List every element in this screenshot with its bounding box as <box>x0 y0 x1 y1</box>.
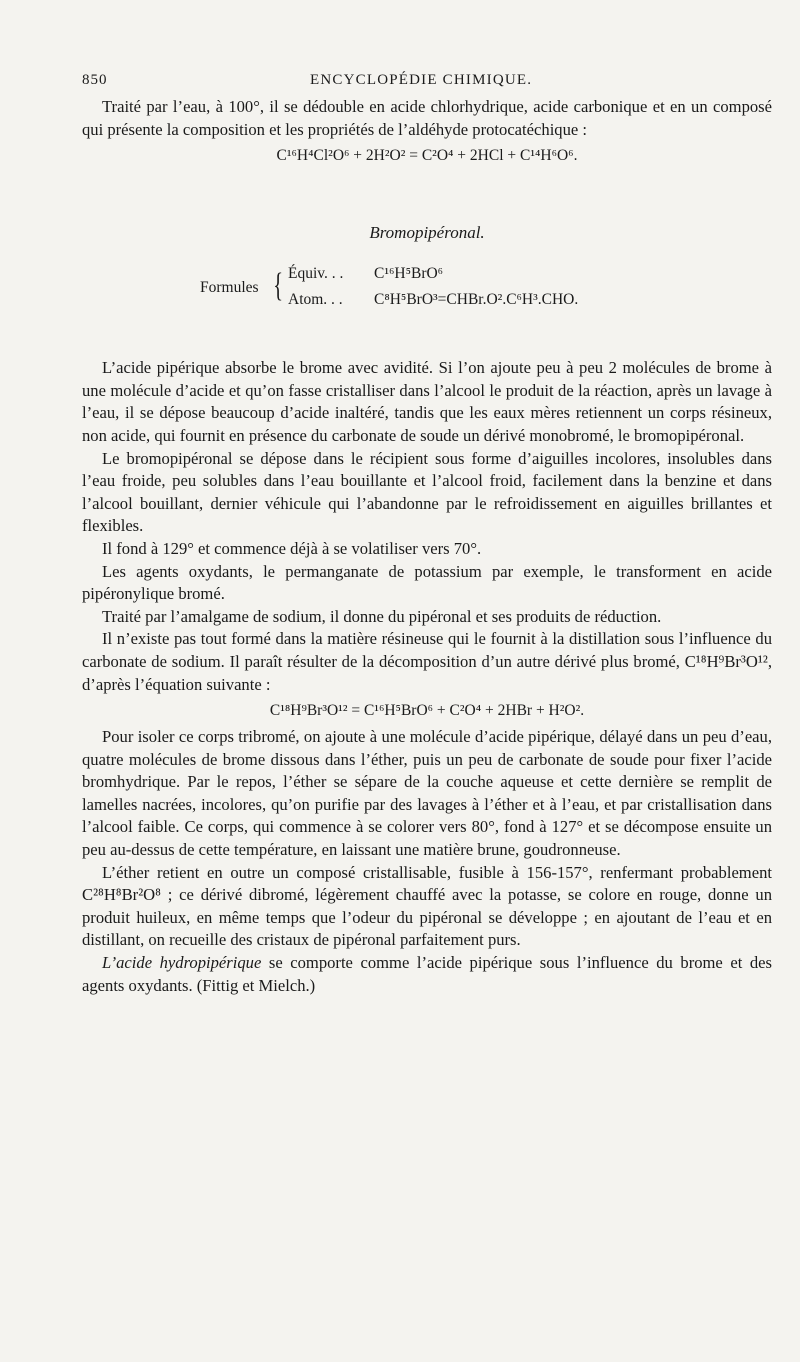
paragraph-bromination: L’acide pipérique absorbe le brome avec avidité. Si l’on ajoute peu à peu 2 molécules de brome à une molécule d’acide et qu’on fasse cristalliser dans l’alcool le produit de la réaction, après un lavage à l’eau, il se dépose beaucoup d’acide inaltéré, tandis que les eaux mères retiennent un corps résineux, non acide, qui fournit en présence du carbonate de soude un dérivé monobromé, le bromopipéronal. <box>82 358 772 445</box>
equation-decomposition: C¹⁸H⁹Br³O¹² = C¹⁶H⁵BrO⁶ + C²O⁴ + 2HBr + H²O². <box>269 702 585 720</box>
formula-equiv-value: C¹⁶H⁵BrO⁶ <box>374 265 444 283</box>
formula-atom-value: C⁸H⁵BrO³=CHBr.O².C⁶H³.CHO. <box>374 291 579 309</box>
page-header <box>82 72 772 96</box>
brace-glyph: { <box>273 267 284 305</box>
paragraph-reduction: Traité par l’amalgame de sodium, il donne du pipéronal et ses produits de réduction. <box>102 606 662 626</box>
formulas-label: Formules <box>200 279 259 297</box>
paragraph-tribromo: Pour isoler ce corps tribromé, on ajoute à une molécule d’acide pipérique, délayé dans un peu d’eau, quatre molécules de brome dissous dans l’éther, puis un peu de carbonate de soude pour fixer l’acide bromhydrique. Par le repos, l’éther se sépare de la couche aqueuse et cette dernière se remplit de lamelles nacrées, incolores, qu’on purifie par des lavages à l’éther et à l’eau, et par cristallisation dans l’alcool faible. Ce corps, qui commence à se colorer vers 80°, fond à 127° et se décompose ensuite un peu au-dessus de cette température, en laissant une matière brune, goudronneuse. <box>82 727 772 860</box>
formula-equiv-row <box>288 265 443 283</box>
formula-atom-row <box>288 291 578 309</box>
running-title: ENCYCLOPÉDIE CHIMIQUE. <box>310 72 533 88</box>
page-number: 850 <box>82 72 108 88</box>
formulas-block <box>82 265 772 321</box>
document-page <box>82 72 772 997</box>
paragraph-melting-point: Il fond à 129° et commence déjà à se volatiliser vers 70°. <box>102 538 482 558</box>
paragraph-hydrolysis: Traité par l’eau, à 100°, il se dédouble en acide chlorhydrique, acide carbonique et en un composé qui présente la composition et les propriétés de l’aldéhyde protocatéchique : <box>82 97 772 139</box>
section-title: Bromopipéronal. <box>369 223 485 243</box>
formula-atom-key: Atom. . . <box>288 291 343 309</box>
paragraph-hydropiperic <box>82 952 772 997</box>
hydropiperic-acid-term: L’acide hydropipérique <box>102 953 262 973</box>
paragraph-dibromo: L’éther retient en outre un composé cristallisable, fusible à 156-157°, renfermant probablement C²⁸H⁸Br²O⁸ ; ce dérivé dibromé, légèrement chauffé avec la potasse, se colore en rouge, donne un produit huileux, en même temps que l’odeur du pipéronal se développe ; en ajoutant de l’eau et en distillant, on recueille des cristaux de pipéronal parfaitement purs. <box>82 862 772 950</box>
paragraph-crystals: Le bromopipéronal se dépose dans le récipient sous forme d’aiguilles incolores, insolubles dans l’eau froide, peu solubles dans l’eau bouillante et l’alcool froid, facilement dans la benzine et dans l’alcool bouillant, dernier véhicule qui l’abandonne par le refroidissement en aiguilles brillantes et flexibles. <box>82 448 772 536</box>
equation-hydrolysis: C¹⁶H⁴Cl²O⁶ + 2H²O² = C²O⁴ + 2HCl + C¹⁴H⁶O⁶. <box>276 147 578 165</box>
formula-equiv-key: Équiv. . . <box>288 265 344 283</box>
hydropiperic-acid-text: se comporte comme l’acide pipérique sous l’influence du brome et des agents oxydants. (Fittig et Mielch.) <box>82 953 772 995</box>
paragraph-origin: Il n’existe pas tout formé dans la matière résineuse qui le fournit à la distillation sous l’influence du carbonate de sodium. Il paraît résulter de la décomposition d’un autre dérivé plus bromé, C¹⁸H⁹Br³O¹², d’après l’équation suivante : <box>82 629 772 694</box>
paragraph-oxidation: Les agents oxydants, le permanganate de potassium par exemple, le transforment en acide pipéronylique bromé. <box>82 561 772 604</box>
